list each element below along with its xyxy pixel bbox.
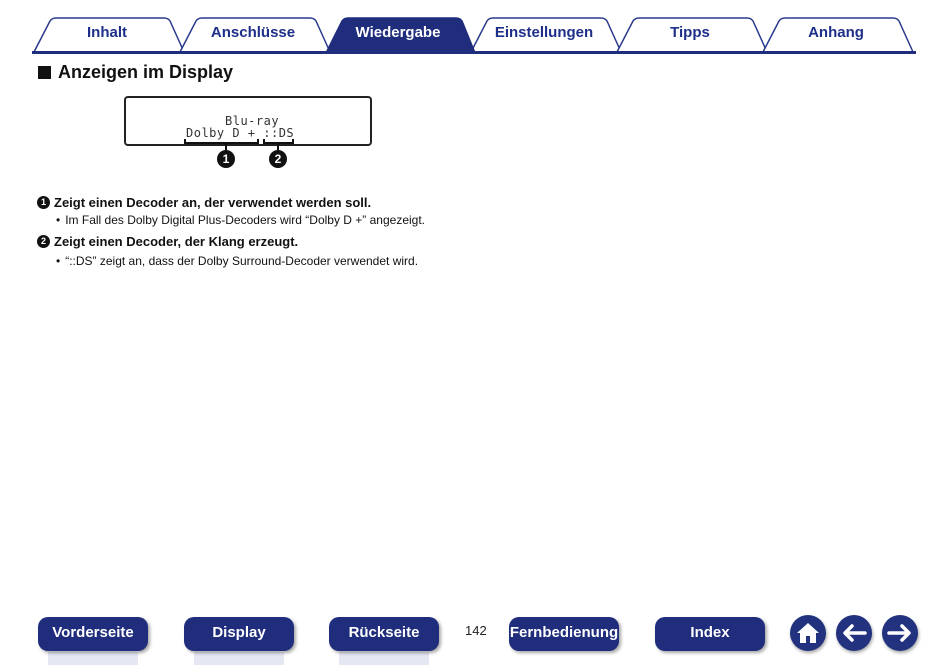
note-2-number: 2 — [37, 235, 50, 248]
tab-tipps[interactable]: Tipps — [670, 24, 710, 41]
tab-einstellungen[interactable]: Einstellungen — [494, 24, 594, 41]
note-2-bullet — [56, 254, 418, 268]
footer-button-display[interactable]: Display — [184, 617, 294, 651]
home-icon — [795, 621, 821, 645]
footer-button-vorderseite[interactable]: Vorderseite — [38, 617, 148, 651]
back-button[interactable] — [836, 615, 872, 651]
footer-shadow-strip — [339, 652, 429, 665]
display-brackets — [0, 0, 400, 170]
tab-wiedergabe[interactable]: Wiedergabe — [355, 24, 441, 41]
footer-shadow-strip — [48, 652, 138, 665]
bullet-dot-icon: • — [56, 254, 61, 268]
tab-anschluesse[interactable]: Anschlüsse — [210, 24, 296, 41]
note-1-number: 1 — [37, 196, 50, 209]
bracket-1 — [185, 139, 258, 150]
tab-anhang[interactable]: Anhang — [808, 24, 864, 41]
display-marker-1: 1 — [217, 150, 235, 168]
forward-button[interactable] — [882, 615, 918, 651]
footer-button-index[interactable]: Index — [655, 617, 765, 651]
page-title: Anzeigen im Display — [58, 61, 234, 82]
page-number: 142 — [465, 623, 487, 638]
bracket-2 — [264, 139, 293, 150]
note-1-heading — [37, 195, 371, 210]
footer-shadow-strip — [194, 652, 284, 665]
display-line-2: Dolby D + ::DS — [186, 126, 295, 140]
display-marker-2: 2 — [269, 150, 287, 168]
bullet-dot-icon: • — [56, 213, 61, 227]
note-2-heading — [37, 234, 298, 249]
forward-arrow-icon — [887, 623, 913, 643]
note-1-title: Zeigt einen Decoder an, der verwendet werden soll. — [54, 195, 372, 210]
back-arrow-icon — [841, 623, 867, 643]
home-button[interactable] — [790, 615, 826, 651]
footer-button-fernbedienung[interactable]: Fernbedienung — [509, 617, 619, 651]
note-2-text: “::DS” zeigt an, dass der Dolby Surround-Decoder verwendet wird. — [65, 254, 419, 268]
footer-button-rueckseite[interactable]: Rückseite — [329, 617, 439, 651]
note-1-bullet — [56, 213, 425, 227]
tab-inhalt[interactable]: Inhalt — [87, 24, 127, 41]
display-line-1: Blu-ray — [225, 114, 280, 128]
note-1-text: Im Fall des Dolby Digital Plus-Decoders wird “Dolby D +” angezeigt. — [65, 213, 426, 227]
note-2-title: Zeigt einen Decoder, der Klang erzeugt. — [54, 234, 299, 249]
